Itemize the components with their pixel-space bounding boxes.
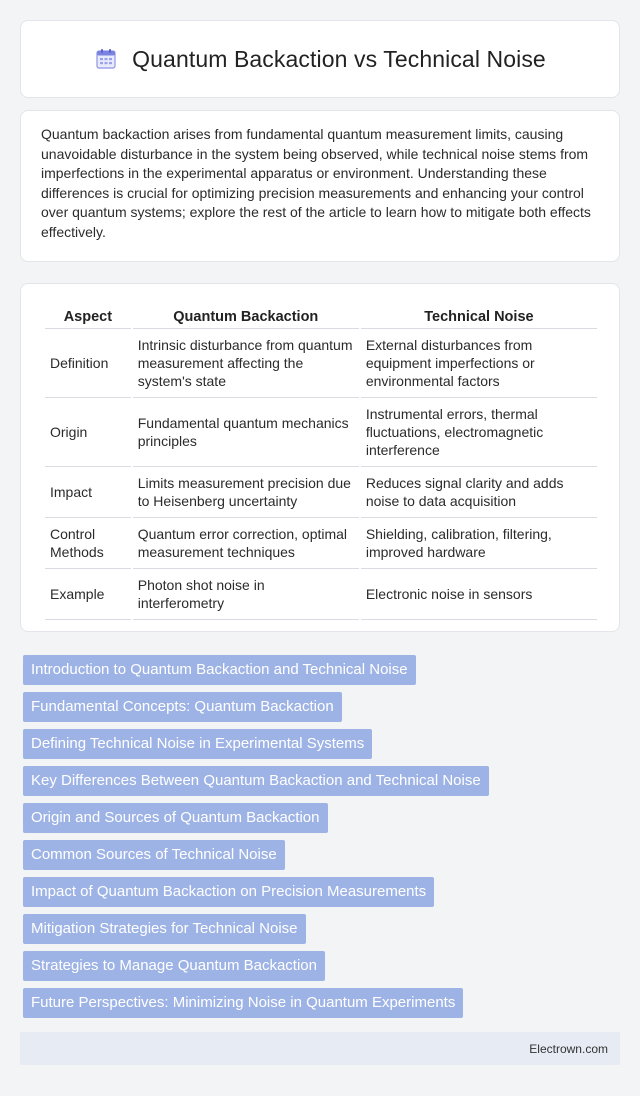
table-cell: Instrumental errors, thermal fluctuations, electromagnetic interference [361, 398, 597, 467]
table-cell: Reduces signal clarity and adds noise to data acquisition [361, 467, 597, 518]
table-cell: External disturbances from equipment imperfections or environmental factors [361, 329, 597, 398]
toc-link[interactable]: Origin and Sources of Quantum Backaction [23, 803, 328, 833]
footer [20, 1032, 620, 1065]
comparison-table [43, 306, 599, 620]
toc-link[interactable]: Introduction to Quantum Backaction and Technical Noise [23, 655, 416, 685]
toc-link[interactable]: Impact of Quantum Backaction on Precision Measurements [23, 877, 434, 907]
table-cell-aspect: Impact [45, 467, 131, 518]
table-cell: Photon shot noise in interferometry [133, 569, 359, 620]
toc-link[interactable]: Common Sources of Technical Noise [23, 840, 285, 870]
column-header: Aspect [45, 306, 131, 329]
toc-link[interactable]: Mitigation Strategies for Technical Noise [23, 914, 306, 944]
column-header: Technical Noise [361, 306, 597, 329]
table-row [45, 398, 597, 467]
table-of-contents [23, 655, 489, 1025]
page-title: Quantum Backaction vs Technical Noise [132, 45, 546, 72]
table-cell: Fundamental quantum mechanics principles [133, 398, 359, 467]
table-cell: Shielding, calibration, filtering, improved hardware [361, 518, 597, 569]
table-cell: Intrinsic disturbance from quantum measurement affecting the system's state [133, 329, 359, 398]
table-cell-aspect: Control Methods [45, 518, 131, 569]
intro-text: Quantum backaction arises from fundamental quantum measurement limits, causing unavoidable disturbance in the system being observed, while technical noise stems from imperfections in the experimental apparatus or environment. Understanding these differences is crucial for optimizing precision measurements and enhancing your control over quantum systems; explore the rest of the article to learn how to mitigate both effects effectively. [41, 126, 591, 240]
footer-site-name: Electrown.com [529, 1042, 608, 1056]
column-header: Quantum Backaction [133, 306, 359, 329]
toc-link[interactable]: Future Perspectives: Minimizing Noise in Quantum Experiments [23, 988, 463, 1018]
table-cell-aspect: Origin [45, 398, 131, 467]
table-header-row [45, 306, 597, 329]
comparison-card [20, 283, 620, 632]
calendar-icon [94, 47, 118, 71]
table-row [45, 569, 597, 620]
table-row [45, 518, 597, 569]
intro-card [20, 110, 620, 262]
header-card [20, 20, 620, 98]
toc-link[interactable]: Strategies to Manage Quantum Backaction [23, 951, 325, 981]
table-cell: Electronic noise in sensors [361, 569, 597, 620]
table-cell-aspect: Example [45, 569, 131, 620]
table-cell-aspect: Definition [45, 329, 131, 398]
table-cell: Quantum error correction, optimal measurement techniques [133, 518, 359, 569]
toc-link[interactable]: Defining Technical Noise in Experimental Systems [23, 729, 372, 759]
toc-link[interactable]: Fundamental Concepts: Quantum Backaction [23, 692, 342, 722]
table-row [45, 329, 597, 398]
table-row [45, 467, 597, 518]
toc-link[interactable]: Key Differences Between Quantum Backaction and Technical Noise [23, 766, 489, 796]
table-cell: Limits measurement precision due to Heisenberg uncertainty [133, 467, 359, 518]
